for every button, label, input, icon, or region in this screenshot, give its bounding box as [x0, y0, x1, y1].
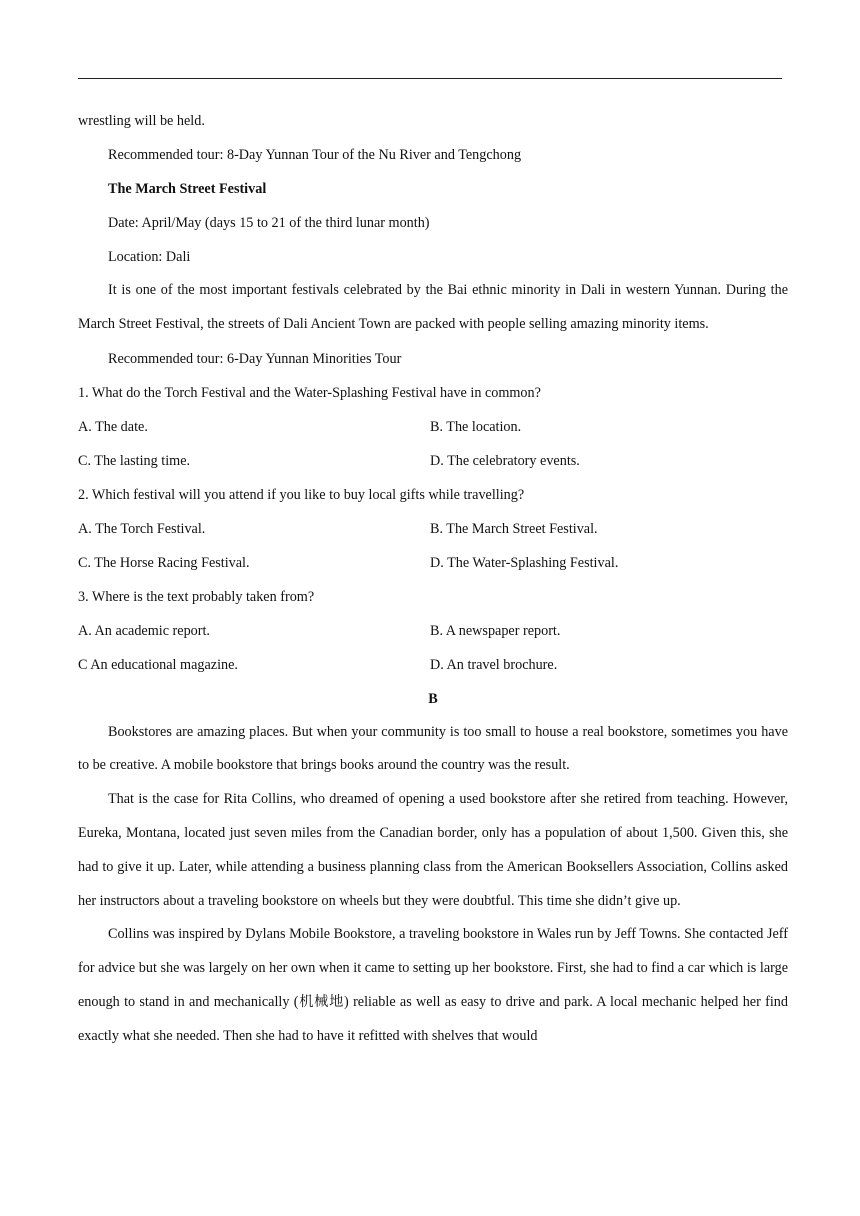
option-d: D. The Water-Splashing Festival.: [430, 554, 619, 571]
option-b: B. The location.: [430, 418, 522, 435]
question-stem: 3. Where is the text probably taken from?: [78, 588, 315, 605]
section-b-heading: B: [428, 690, 438, 707]
option-a: A. An academic report.: [78, 622, 210, 639]
option-d: D. The celebratory events.: [430, 452, 580, 469]
paragraph-1: Bookstores are amazing places. But when your community is too small to house a real bookstore, sometimes you have to be creative. A mobile bookstore that brings books around the country was the result.: [78, 723, 788, 774]
recommended-tour-1: Recommended tour: 8-Day Yunnan Tour of the Nu River and Tengchong: [108, 147, 522, 163]
option-a: A. The date.: [78, 418, 148, 435]
question-1: [78, 376, 788, 478]
question-2: [78, 478, 788, 580]
festival-location: Location: Dali: [108, 249, 191, 265]
festival-description: It is one of the most important festivals celebrated by the Bai ethnic minority in Dali in western Yunnan. During the March Street Festival, the streets of Dali Ancient Town are packed with people selling amazing minority items.: [78, 282, 788, 332]
text-line: wrestling will be held.: [78, 113, 205, 129]
festival-heading: The March Street Festival: [108, 181, 267, 197]
option-c: C An educational magazine.: [78, 656, 238, 673]
question-stem: 1. What do the Torch Festival and the Water-Splashing Festival have in common?: [78, 384, 541, 401]
header-rule: [78, 78, 782, 79]
option-c: C. The lasting time.: [78, 452, 191, 469]
question-stem: 2. Which festival will you attend if you like to buy local gifts while travelling?: [78, 486, 525, 503]
option-c: C. The Horse Racing Festival.: [78, 554, 250, 571]
recommended-tour-2: Recommended tour: 6-Day Yunnan Minorities Tour: [108, 350, 402, 367]
option-b: B. A newspaper report.: [430, 622, 561, 639]
option-d: D. An travel brochure.: [430, 656, 558, 673]
document-body: [78, 104, 788, 1054]
option-b: B. The March Street Festival.: [430, 520, 598, 537]
question-3: [78, 580, 788, 682]
paragraph-3: Collins was inspired by Dylans Mobile Bookstore, a traveling bookstore in Wales run by Jeff Towns. She contacted Jeff for advice but she was largely on her own when it came to setting up her bookstore. First, she had to find a car which is large enough to stand in and mechanically (机械地) reliable as well as easy to drive and park. A local mechanic helped her find exactly what she needed. Then she had to have it refitted with shelves that would: [78, 926, 788, 1044]
option-a: A. The Torch Festival.: [78, 520, 206, 537]
paragraph-2: That is the case for Rita Collins, who dreamed of opening a used bookstore after she retired from teaching. However, Eureka, Montana, located just seven miles from the Canadian border, only has a population of about 1,500. Given this, she had to give it up. Later, while attending a business planning class from the American Booksellers Association, Collins asked her instructors about a traveling bookstore on wheels but they were doubtful. This time she didn’t give up.: [78, 791, 788, 909]
festival-date: Date: April/May (days 15 to 21 of the third lunar month): [108, 215, 430, 231]
